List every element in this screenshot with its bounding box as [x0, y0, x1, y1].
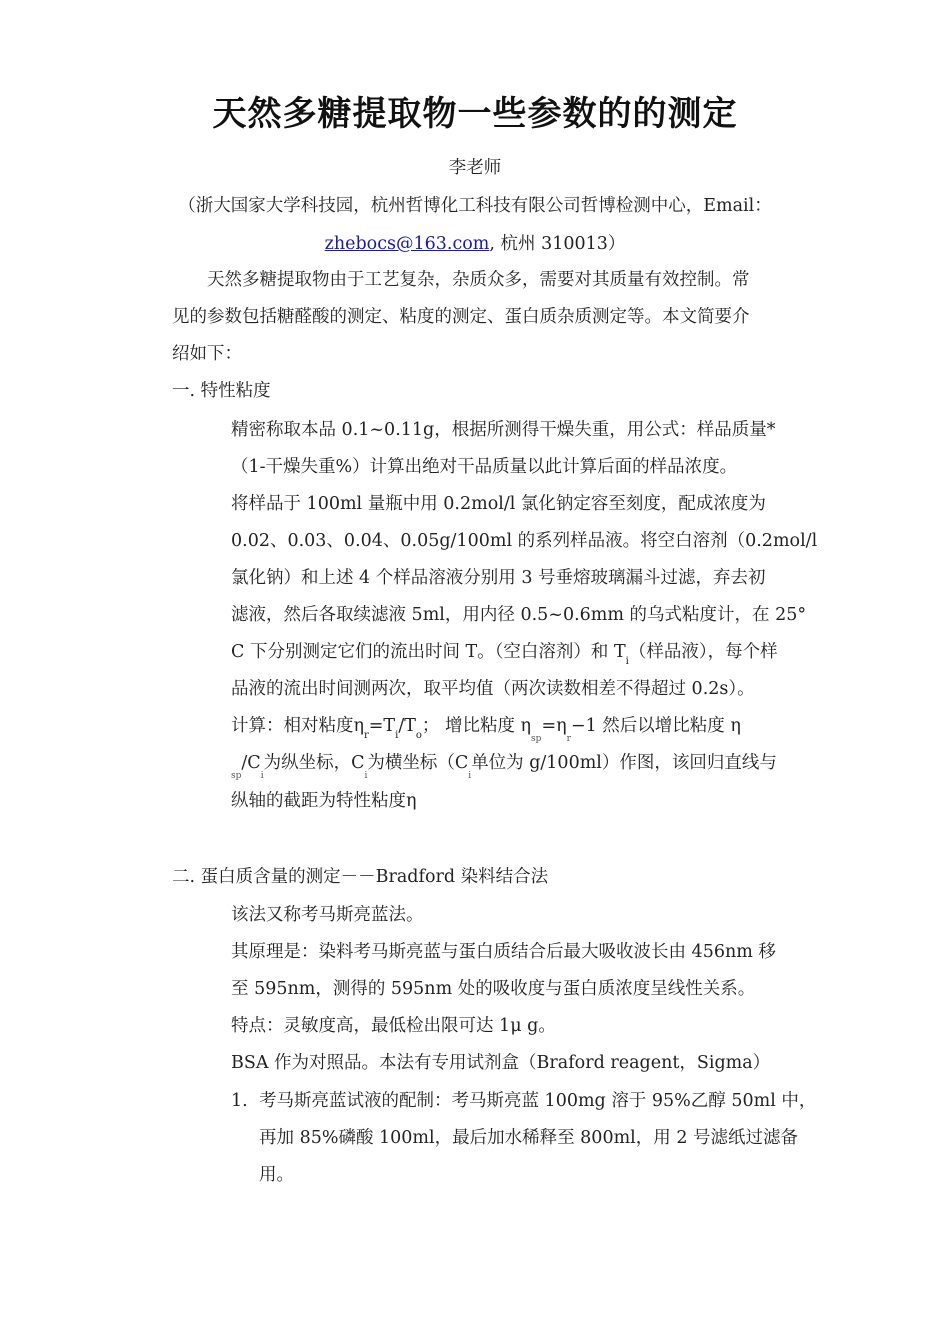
- subscript: i: [364, 771, 368, 781]
- subscript: r: [363, 730, 369, 741]
- text-fragment: /C: [241, 753, 261, 773]
- affiliation-line-2: [0, 232, 950, 256]
- list-item-number: 1.: [231, 1091, 248, 1111]
- text-fragment: /T: [398, 716, 416, 736]
- paragraph-line: 氯化钠）和上述 4 个样品溶液分别用 3 号垂熔玻璃漏斗过滤，弃去初: [231, 568, 766, 588]
- paragraph-line: 特点：灵敏度高，最低检出限可达 1μ g。: [231, 1016, 556, 1036]
- intro-line: 绍如下：: [172, 344, 242, 364]
- text-fragment: 计算：相对粘度η: [231, 716, 364, 736]
- text-fragment: 为纵坐标，C: [263, 753, 365, 773]
- author: 李老师: [448, 158, 502, 178]
- text-fragment: （样品液），每个样: [628, 642, 778, 662]
- paragraph-line: 滤液，然后各取续滤液 5ml，用内径 0.5~0.6mm 的乌式粘度计，在 25°: [231, 605, 807, 625]
- page-title: 天然多糖提取物一些参数的的测定: [212, 94, 738, 134]
- text-fragment: 为横坐标（C: [367, 753, 469, 773]
- formula-line: [231, 751, 777, 781]
- section-1-heading: 一. 特性粘度: [172, 381, 271, 401]
- paragraph-line: BSA 作为对照品。本法有专用试剂盒（Braford reagent，Sigma）: [231, 1053, 771, 1073]
- subscript: o: [415, 730, 422, 741]
- text-fragment: 单位为 g/100ml）作图，该回归直线与: [471, 753, 777, 773]
- list-item-line: 考马斯亮蓝试液的配制：考马斯亮蓝 100mg 溶于 95%乙醇 50ml 中，: [259, 1091, 817, 1111]
- subscript: i: [468, 771, 472, 781]
- subscript: i: [395, 730, 399, 741]
- paragraph-line: 将样品于 100ml 量瓶中用 0.2mol/l 氯化钠定容至刻度，配成浓度为: [231, 494, 766, 514]
- paragraph-line: [231, 640, 778, 667]
- paragraph-line: （1-干燥失重%）计算出绝对干品质量以此计算后面的样品浓度。: [231, 457, 738, 477]
- paragraph-line: 至 595nm，测得的 595nm 处的吸收度与蛋白质浓度呈线性关系。: [231, 979, 756, 999]
- affiliation-line-1: （浙大国家大学科技园，杭州哲博化工科技有限公司哲博检测中心，Email：: [178, 196, 772, 216]
- text-fragment: =η: [541, 716, 567, 736]
- paragraph-line: 品液的流出时间测两次，取平均值（两次读数相差不得超过 0.2s）。: [231, 679, 755, 699]
- intro-line: 见的参数包括糖醛酸的测定、粘度的测定、蛋白质杂质测定等。本文简要介: [172, 307, 750, 327]
- text-fragment: C 下分别测定它们的流出时间 T。（空白溶剂）和 T: [231, 642, 626, 662]
- email-link[interactable]: zhebocs@163.com: [324, 234, 490, 254]
- paragraph-line: 其原理是：染料考马斯亮蓝与蛋白质结合后最大吸收波长由 456nm 移: [231, 942, 776, 962]
- intro-line: 天然多糖提取物由于工艺复杂，杂质众多，需要对其质量有效控制。常: [207, 270, 750, 290]
- text-fragment: −1 然后以增比粘度 η: [570, 716, 741, 736]
- subscript: i: [260, 771, 264, 781]
- paragraph-line: 0.02、0.03、0.04、0.05g/100ml 的系列样品液。将空白溶剂（0.2mol/l: [231, 531, 818, 551]
- affiliation-location: , 杭州 310013）: [489, 234, 626, 254]
- subscript: sp: [531, 734, 542, 744]
- subscript: r: [566, 734, 571, 744]
- list-item-line: 再加 85%磷酸 100ml，最后加水稀释至 800ml，用 2 号滤纸过滤备: [259, 1128, 799, 1148]
- list-item-line: 用。: [259, 1165, 294, 1185]
- section-2-heading: 二. 蛋白质含量的测定－－Bradford 染料结合法: [172, 867, 549, 887]
- formula-line: 纵轴的截距为特性粘度η: [231, 791, 417, 811]
- subscript: sp: [231, 771, 242, 781]
- subscript: i: [625, 656, 629, 667]
- text-fragment: =T: [368, 716, 396, 736]
- text-fragment: ； 增比粘度 η: [421, 716, 532, 736]
- paragraph-line: 该法又称考马斯亮蓝法。: [231, 905, 424, 925]
- formula-line: [231, 714, 741, 744]
- paragraph-line: 精密称取本品 0.1~0.11g，根据所测得干燥失重，用公式：样品质量*: [231, 420, 776, 440]
